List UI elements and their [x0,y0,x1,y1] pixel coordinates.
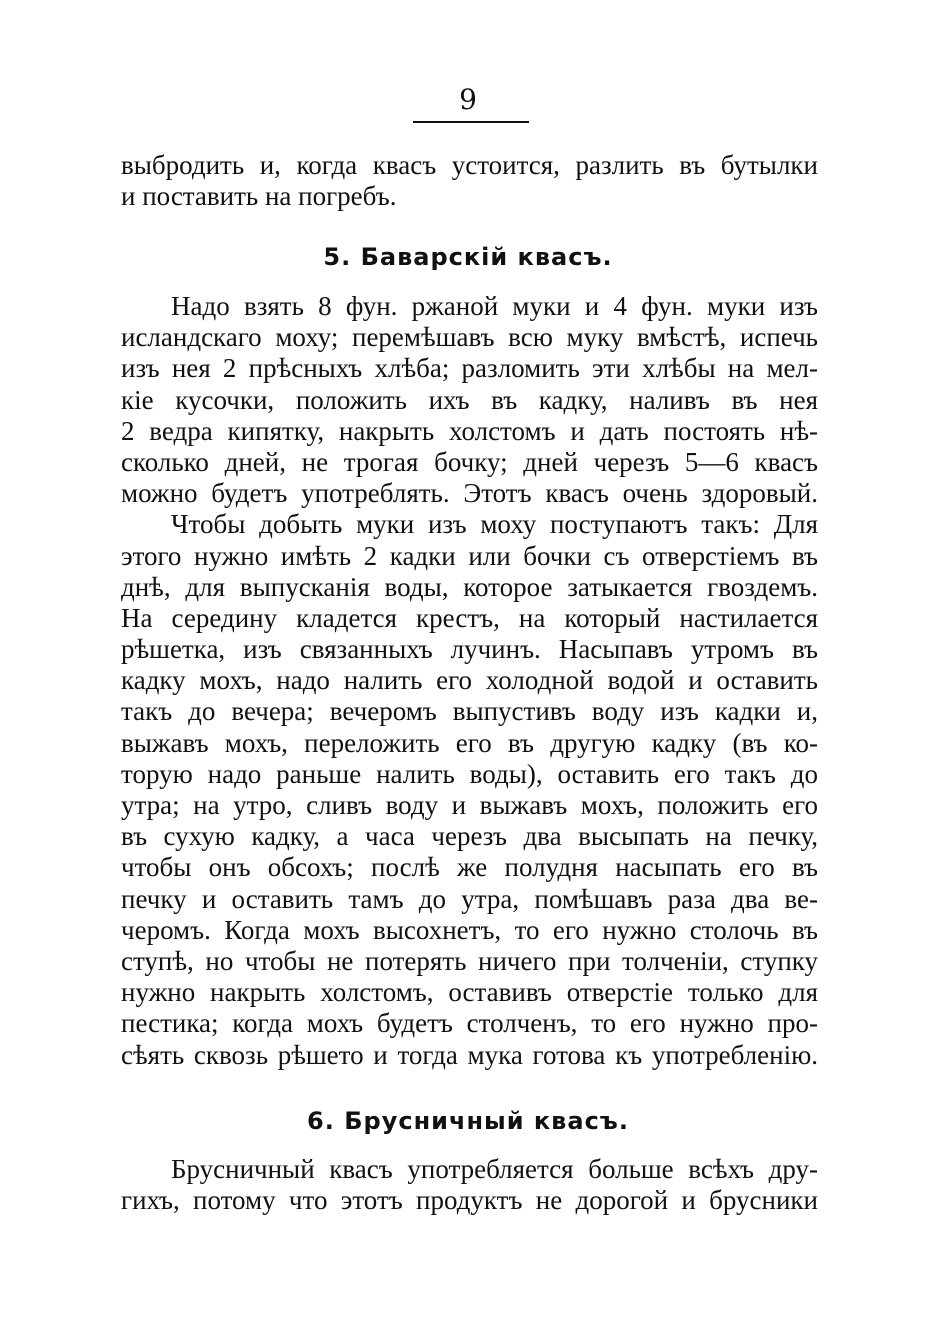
text-line: Брусничный квасъ употребляется больше всѣхъ дру- [171,1154,818,1184]
text-line: выжавъ мохъ, переложить его въ другую кадку (въ ко- [121,727,818,758]
text-line: Надо взять 8 фун. ржаной муки и 4 фун. муки изъ [171,291,818,321]
text-line: чтобы онъ обсохъ; послѣ же полудня насыпать его въ [121,852,818,883]
text-line: кадку мохъ, надо налить его холодной водой и оставить [121,665,818,696]
header-rule [413,121,529,123]
text-line: черомъ. Когда мохъ высохнетъ, то его нужно столочь въ [121,914,818,945]
text-line: этого нужно имѣть 2 кадки или бочки съ отверстіемъ въ [121,540,818,571]
text-line: ступѣ, но чтобы не потерять ничего при толченіи, ступку [121,945,818,976]
text-line: днѣ, для выпусканія воды, которое затыкается гвоздемъ. [121,571,818,602]
text-line: печку и оставить тамъ до утра, помѣшавъ раза два ве- [121,883,818,914]
text-line: исландскаго моху; перемѣшавъ всю муку вмѣстѣ, испечь [121,322,818,353]
text-line: выбродить и, когда квасъ устоится, разлить въ бутылки [121,150,818,180]
text-line: 2 ведра кипятку, накрыть холстомъ и дать постоять нѣ- [121,415,818,446]
section-5-body [121,291,818,1071]
text-line: На середину кладется крестъ, на который настилается [121,602,818,633]
text-line: можно будетъ употреблять. Этотъ квасъ очень здоровый. [121,478,818,509]
text-line: сколько дней, не трогая бочку; дней черезъ 5—6 квасъ [121,446,818,477]
text-line: изъ нея 2 прѣсныхъ хлѣба; разломить эти хлѣбы на мел- [121,353,818,384]
text-line: сѣять сквозь рѣшето и тогда мука готова къ употребленію. [121,1039,818,1070]
text-line: рѣшетка, изъ связанныхъ лучинъ. Насыпавъ утромъ въ [121,634,818,665]
text-line: въ сухую кадку, а часа черезъ два высыпать на печку, [121,821,818,852]
section-6-body [121,1154,818,1216]
text-line: кіе кусочки, положить ихъ въ кадку, наливъ въ нея [121,384,818,415]
text-line: и поставить на погребъ. [121,181,397,212]
text-line: такъ до вечера; вечеромъ выпустивъ воду изъ кадки и, [121,696,818,727]
text-line: Чтобы добыть муки изъ моху поступаютъ такъ: Для [171,509,818,540]
section-heading-bavarian-kvass: 5. Баварскій квасъ. [323,243,613,271]
continuation-paragraph [121,150,818,212]
page-number: 9 [459,83,477,116]
text-line: торую надо раньше налить воды), оставить его такъ до [121,758,818,789]
text-line: утра; на утро, сливъ воду и выжавъ мохъ, положить его [121,790,818,820]
text-line: гихъ, потому что этотъ продуктъ не дорогой и брусники [121,1185,818,1216]
text-line: нужно накрыть холстомъ, оставивъ отверстіе только для [121,977,818,1008]
section-heading-lingonberry-kvass: 6. Брусничный квасъ. [307,1107,629,1135]
text-line: пестика; когда мохъ будетъ столченъ, то его нужно про- [121,1008,818,1039]
